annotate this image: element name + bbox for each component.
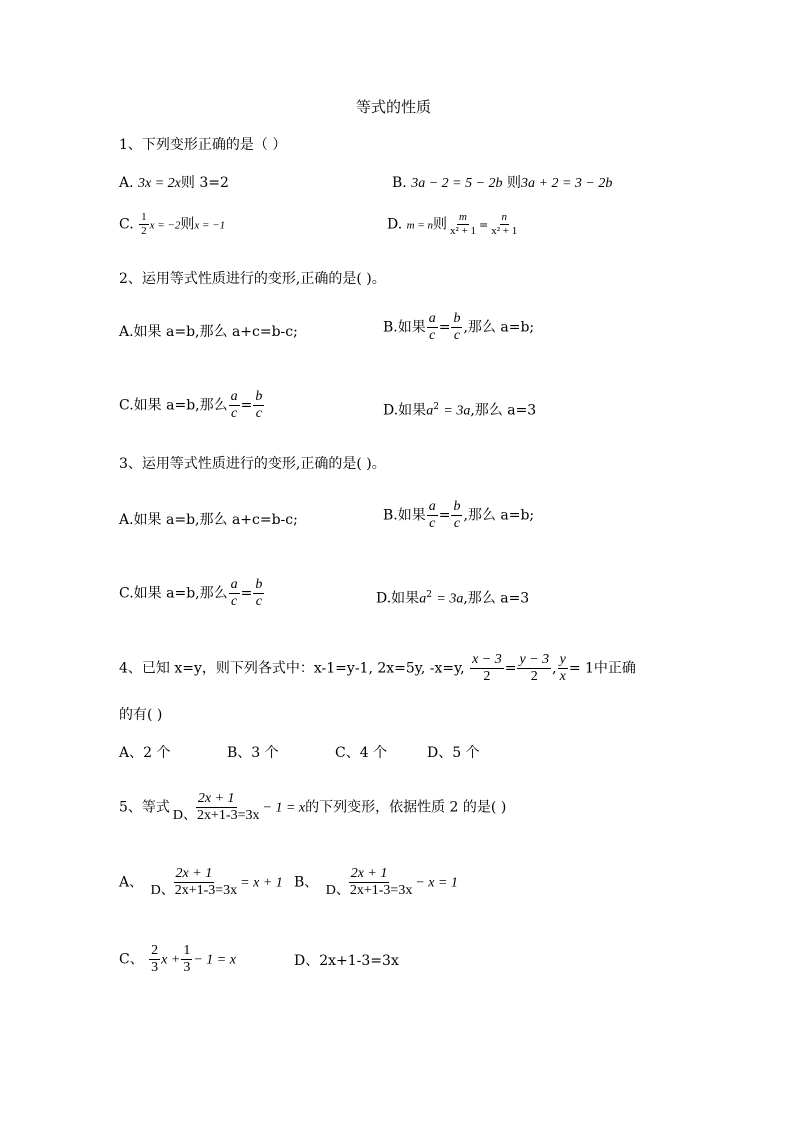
fraction: $\frac{y - 3}{2}$ xyxy=(519,652,550,684)
q2-option-b: B.如果 $\frac{a}{c}$ = $\frac{b}{c}$ ,那么 a=b; xyxy=(383,311,535,343)
q5-option-c: C、 $\frac{2}{3}$ x + $\frac{1}{3}$ − 1 = x xyxy=(119,943,236,975)
q1-stem: 1、下列变形正确的是（ ） xyxy=(119,137,287,153)
q2-option-a: A.如果 a=b,那么 a+c=b-c; xyxy=(119,324,298,340)
q4-option-d: D、5 个 xyxy=(427,745,480,761)
fraction: $\frac{a}{c}$ xyxy=(230,577,238,609)
q4-stem-line2: 的有( ) xyxy=(119,707,163,723)
page-title: 等式的性质 xyxy=(356,98,432,116)
q2-stem: 2、运用等式性质进行的变形,正确的是( )。 xyxy=(119,271,386,287)
fraction: $\frac{x - 3}{2}$ xyxy=(472,652,502,684)
fraction: $\frac{1}{2}$ xyxy=(141,211,147,237)
fraction: $\frac{2x + 1}{D、2x+1-3=3x}$ xyxy=(172,791,260,823)
q3-stem: 3、运用等式性质进行的变形,正确的是( )。 xyxy=(119,456,386,472)
q1-option-a: A. 3x = 2x则 3=2 xyxy=(119,175,229,191)
q3-option-c: C.如果 a=b,那么 $\frac{a}{c}$ = $\frac{b}{c}$ xyxy=(119,577,263,609)
q5-option-b: B、 $\frac{2x + 1}{D、2x+1-3=3x}$ − x = 1 xyxy=(294,866,458,898)
q4-stem: 4、已知 x=y，则下列各式中：x-1=y-1, 2x=5y, -x=y, $\frac{x - 3}{2}$ = $\frac{y - 3}{2}$ , $\frac{y}{x}$ = 1中正确 xyxy=(119,652,636,684)
q1-option-c: C. $\frac{1}{2}$ x = −2则x = −1 xyxy=(119,211,226,237)
fraction: $\frac{b}{c}$ xyxy=(255,577,263,609)
fraction: $\frac{b}{c}$ xyxy=(453,311,461,343)
fraction: $\frac{1}{3}$ xyxy=(183,943,191,975)
fraction: $\frac{b}{c}$ xyxy=(255,389,263,421)
q4-option-b: B、3 个 xyxy=(227,745,279,761)
q3-option-b: B.如果 $\frac{a}{c}$ = $\frac{b}{c}$ ,那么 a=b; xyxy=(383,499,535,531)
q3-option-d: D.如果$a^2 = 3a$,那么 a=3 xyxy=(376,590,530,607)
fraction: $\frac{2}{3}$ xyxy=(151,943,159,975)
q2-option-c: C.如果 a=b,那么 $\frac{a}{c}$ = $\frac{b}{c}$ xyxy=(119,389,263,421)
q3-option-a: A.如果 a=b,那么 a+c=b-c; xyxy=(119,512,298,528)
fraction: $\frac{a}{c}$ xyxy=(428,311,436,343)
q5-stem: 5、等式 $\frac{2x + 1}{D、2x+1-3=3x}$ − 1 = x的下列变形，依据性质 2 的是( ) xyxy=(119,791,507,823)
fraction: $\frac{n}{\text{x² + 1}}$ xyxy=(491,211,518,237)
q1-option-d: D. m = n则 $\frac{m}{\text{x² + 1}}$ = $\frac{n}{\text{x² + 1}}$ xyxy=(387,211,518,237)
q4-option-a: A、2 个 xyxy=(119,745,171,761)
q2-option-d: D.如果$a^2 = 3a$,那么 a=3 xyxy=(383,402,537,419)
fraction: $\frac{a}{c}$ xyxy=(428,499,436,531)
fraction: $\frac{m}{\text{x² + 1}}$ xyxy=(450,211,477,237)
q4-option-c: C、4 个 xyxy=(335,745,388,761)
fraction: $\frac{y}{x}$ xyxy=(559,652,566,684)
q5-option-d: D、2x+1-3=3x xyxy=(294,953,399,969)
fraction: $\frac{b}{c}$ xyxy=(453,499,461,531)
q5-option-a: A、 $\frac{2x + 1}{D、2x+1-3=3x}$ = x + 1 xyxy=(119,866,283,898)
q1-option-b: B. 3a − 2 = 5 − 2b 则3a + 2 = 3 − 2b xyxy=(392,175,613,191)
fraction: $\frac{2x + 1}{D、2x+1-3=3x}$ xyxy=(150,866,238,898)
fraction: $\frac{a}{c}$ xyxy=(230,389,238,421)
fraction: $\frac{2x + 1}{D、2x+1-3=3x}$ xyxy=(325,866,413,898)
